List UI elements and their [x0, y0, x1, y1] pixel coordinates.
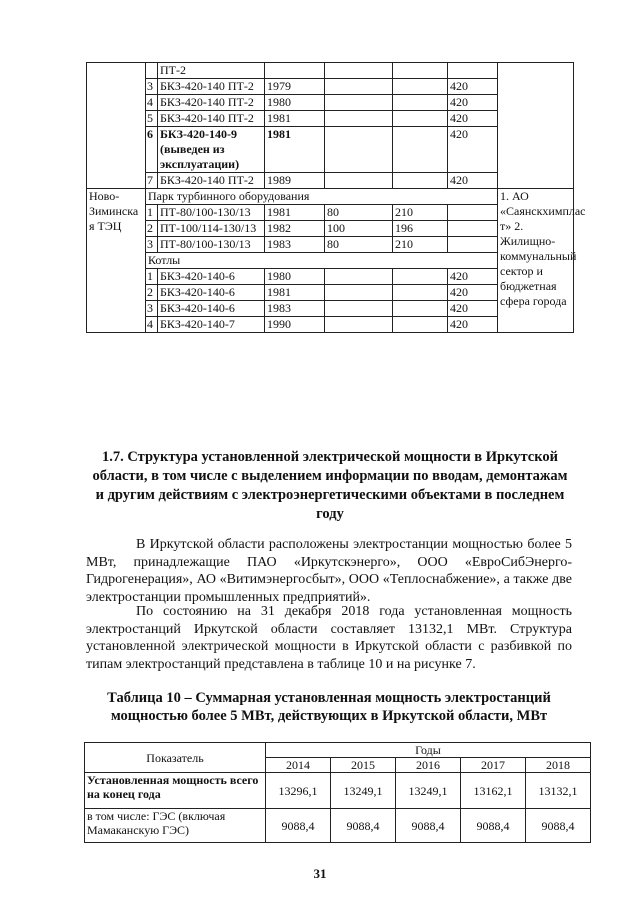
table-cell: 13132,1	[526, 773, 591, 809]
equipment-model: БКЗ-420-140 ПТ-2	[158, 173, 265, 189]
row-number: 3	[146, 237, 158, 253]
table-cell: 210	[393, 205, 448, 221]
steam-output: 420	[448, 317, 498, 333]
table-title: Таблица 10 – Суммарная установленная мощность электростанций мощностью более 5 МВт, действующих в Иркутской области, МВт	[107, 690, 551, 724]
year-header: 2014	[266, 758, 331, 773]
equipment-table	[86, 62, 586, 333]
consumer-cell-previous	[498, 63, 574, 189]
table-cell	[393, 285, 448, 301]
equipment-model: БКЗ-420-140 ПТ-2	[158, 111, 265, 127]
table-cell	[393, 317, 448, 333]
commission-year: 1980	[265, 269, 325, 285]
table-cell	[393, 111, 448, 127]
steam-output: 420	[448, 301, 498, 317]
boiler-model: БКЗ-420-140-6	[158, 301, 265, 317]
commission-year: 1983	[265, 301, 325, 317]
table-cell: 9088,4	[266, 809, 331, 843]
table-cell	[325, 301, 393, 317]
commission-year: 1982	[265, 221, 325, 237]
table-cell: 210	[393, 237, 448, 253]
turbine-section-header: Парк турбинного оборудования	[146, 189, 498, 205]
boiler-section-header: Котлы	[146, 253, 498, 269]
year-header: 2016	[396, 758, 461, 773]
row-label: в том числе: ГЭС (включая Мамаканскую ГЭС)	[85, 809, 266, 843]
commission-year: 1981	[265, 127, 325, 173]
table-cell: 13162,1	[461, 773, 526, 809]
table-cell: 9088,4	[461, 809, 526, 843]
row-number: 6	[146, 127, 158, 173]
row-number: 5	[146, 111, 158, 127]
equipment-model: ПТ-2	[158, 63, 265, 79]
commission-year: 1989	[265, 173, 325, 189]
commission-year: 1983	[265, 237, 325, 253]
table-cell	[448, 237, 498, 253]
steam-output: 420	[448, 95, 498, 111]
table-cell	[325, 317, 393, 333]
table-cell: 80	[325, 237, 393, 253]
equipment-model: БКЗ-420-140 ПТ-2	[158, 95, 265, 111]
steam-output: 420	[448, 285, 498, 301]
table-cell	[325, 127, 393, 173]
table-cell: 9088,4	[396, 809, 461, 843]
table-cell	[325, 111, 393, 127]
row-number	[146, 63, 158, 79]
table-cell	[448, 205, 498, 221]
table-cell: 9088,4	[331, 809, 396, 843]
table-row	[85, 809, 591, 843]
row-number: 7	[146, 173, 158, 189]
row-number: 4	[146, 95, 158, 111]
column-header-indicator: Показатель	[85, 743, 266, 773]
table-header-row	[85, 743, 591, 758]
table-cell: 9088,4	[526, 809, 591, 843]
steam-output: 420	[448, 111, 498, 127]
row-label: Установленная мощность всего на конец года	[85, 773, 266, 809]
turbine-model: ПТ-80/100-130/13	[158, 237, 265, 253]
row-number: 1	[146, 205, 158, 221]
year-header: 2017	[461, 758, 526, 773]
commission-year: 1980	[265, 95, 325, 111]
table-row	[87, 63, 574, 79]
capacity-table	[84, 742, 591, 843]
body-paragraph: По состоянию на 31 декабря 2018 года установленная мощность электростанций Иркутской области составляет 13132,1 МВт. Структура установленной электрической мощности в Иркутской области с разбивкой по типам электростанций представлена в таблице 10 и на рисунке 7.	[86, 604, 572, 672]
table-cell	[325, 79, 393, 95]
table-cell	[393, 173, 448, 189]
page-number: 31	[313, 866, 327, 881]
row-number: 2	[146, 221, 158, 237]
row-number: 3	[146, 79, 158, 95]
commission-year: 1981	[265, 111, 325, 127]
table-cell: 80	[325, 205, 393, 221]
equipment-model: БКЗ-420-140 ПТ-2	[158, 79, 265, 95]
table-row	[85, 773, 591, 809]
table-cell	[393, 127, 448, 173]
table-cell	[393, 63, 448, 79]
equipment-model: БКЗ-420-140-9 (выведен из эксплуатации)	[158, 127, 265, 173]
table-cell: 196	[393, 221, 448, 237]
section-heading: 1.7. Структура установленной электрической мощности в Иркутской области, в том числе с выделением информации по вводам, демонтажам и другим действиям с электроэнергетическими объектами в последнем году	[92, 449, 568, 522]
station-cell-previous	[87, 63, 146, 189]
table-row	[87, 189, 574, 205]
turbine-model: ПТ-100/114-130/13	[158, 221, 265, 237]
table-cell	[325, 269, 393, 285]
table-cell	[393, 79, 448, 95]
boiler-model: БКЗ-420-140-6	[158, 269, 265, 285]
row-number: 3	[146, 301, 158, 317]
steam-output: 420	[448, 127, 498, 173]
table-cell: 13296,1	[266, 773, 331, 809]
row-number: 1	[146, 269, 158, 285]
boiler-model: БКЗ-420-140-6	[158, 285, 265, 301]
table-cell: 13249,1	[331, 773, 396, 809]
body-paragraph: В Иркутской области расположены электростанции мощностью более 5 МВт, принадлежащие ПАО «Иркутскэнерго», ООО «ЕвроСибЭнерго-Гидрогенерация», АО «Витимэнергосбыт», ООО «Теплоснабжение», а также две электростанции промышленных предприятий».	[86, 537, 572, 605]
table-cell	[393, 301, 448, 317]
table-cell	[325, 95, 393, 111]
table-cell	[448, 63, 498, 79]
turbine-model: ПТ-80/100-130/13	[158, 205, 265, 221]
steam-output: 420	[448, 173, 498, 189]
table-cell	[325, 173, 393, 189]
table-cell: 13249,1	[396, 773, 461, 809]
commission-year: 1990	[265, 317, 325, 333]
commission-year: 1981	[265, 285, 325, 301]
steam-output: 420	[448, 269, 498, 285]
consumers-cell: 1. АО «Саянскхимплас т» 2. Жилищно-коммунальный сектор и бюджетная сфера города	[498, 189, 574, 333]
row-number: 4	[146, 317, 158, 333]
steam-output: 420	[448, 79, 498, 95]
station-name: Ново-Зиминска я ТЭЦ	[87, 189, 146, 333]
table-cell	[393, 95, 448, 111]
table-cell	[448, 221, 498, 237]
year-header: 2018	[526, 758, 591, 773]
table-cell	[325, 285, 393, 301]
commission-year	[265, 63, 325, 79]
table-cell	[325, 63, 393, 79]
commission-year: 1979	[265, 79, 325, 95]
table-cell	[393, 269, 448, 285]
commission-year: 1981	[265, 205, 325, 221]
year-header: 2015	[331, 758, 396, 773]
column-header-years: Годы	[266, 743, 591, 758]
boiler-model: БКЗ-420-140-7	[158, 317, 265, 333]
row-number: 2	[146, 285, 158, 301]
table-cell: 100	[325, 221, 393, 237]
